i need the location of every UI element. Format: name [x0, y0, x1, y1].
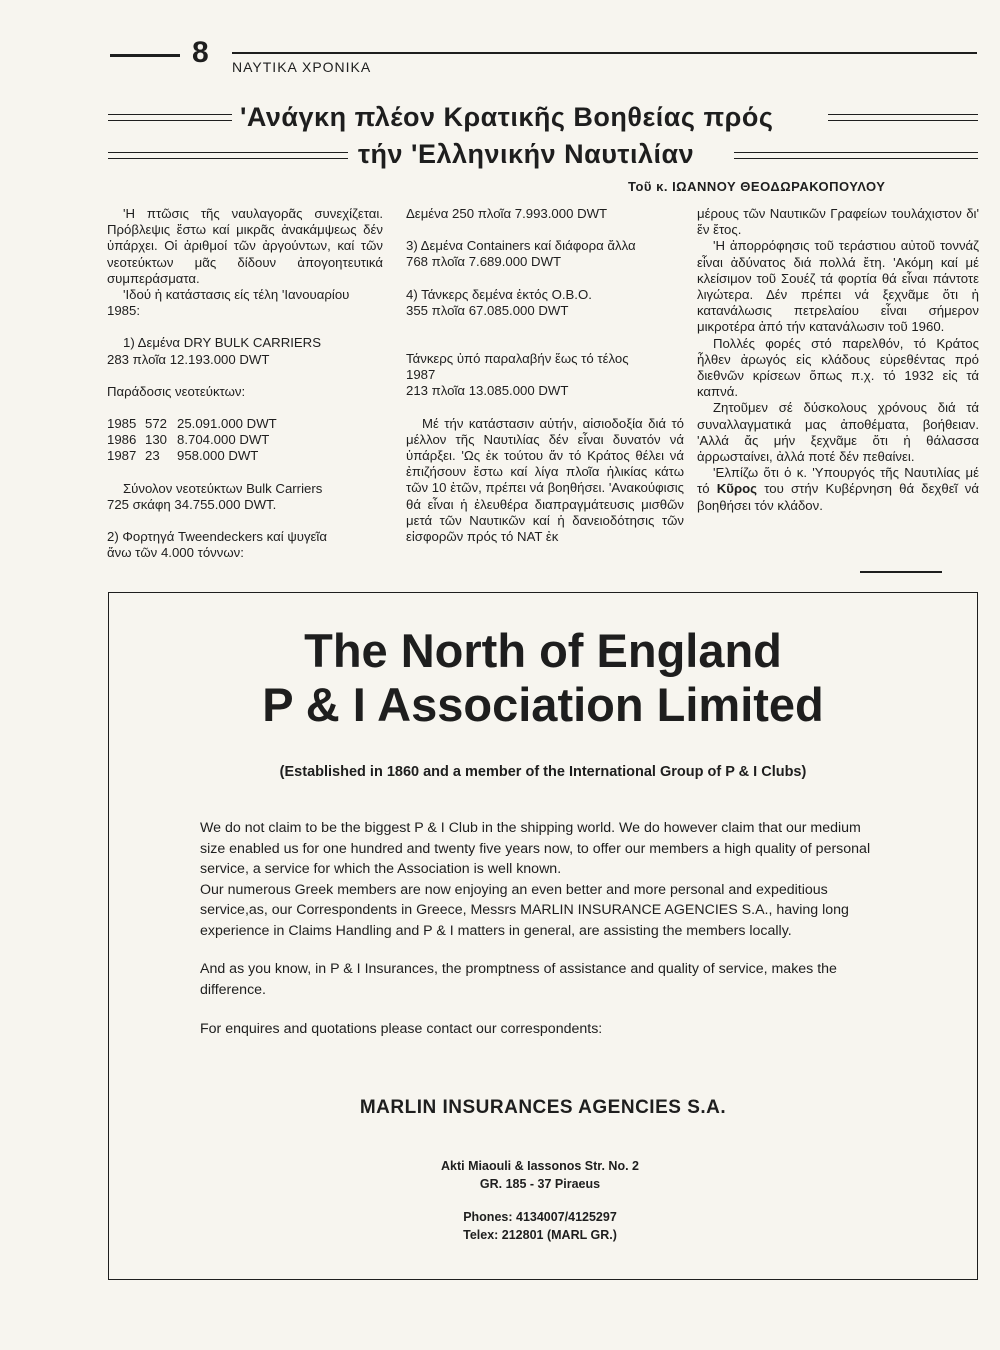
list-item-value: Δεμένα 250 πλοῖα 7.993.000 DWT: [406, 206, 608, 221]
deliveries-title: Παράδοσις νεοτεύκτων:: [107, 383, 246, 399]
list-item-title: 3) Δεμένα Containers καί διάφορα ἄλλα: [406, 238, 636, 254]
paragraph: 'Ιδού ἡ κατάστασις είς τέλη 'Ιανουαρίου 1985:: [107, 287, 350, 319]
paragraph: Ζητοῦμεν σέ δύσκολους χρόνους διά τά συναλλαγματικά μας ἀποθέματα, βοήθειαν. 'Αλλά ἄς μήν ξεχνᾶμε ὅτι ἡ θάλασσα ἀρρωσταίνει, ἀλλά ποτέ δέν πεθαίνει.: [697, 400, 979, 465]
ad-title-line2: P & I Association Limited: [262, 678, 824, 731]
list-item-title: 1987: [406, 367, 436, 383]
magazine-title: ΝΑΥΤΙΚΑ ΧΡΟΝΙΚΑ: [232, 59, 372, 75]
total-line: 725 σκάφη 34.755.000 DWT.: [107, 496, 277, 512]
article-title-line1: 'Ανάγκη πλέον Κρατικῆς Βοηθείας πρός: [240, 102, 774, 132]
title-rule: [108, 152, 348, 159]
header-rule-left: [110, 54, 180, 57]
list-item-title: Τάνκερς ὑπό παραλαβήν ἕως τό τέλος: [406, 351, 629, 367]
article-column-2: [406, 206, 684, 545]
list-item-value: 355 πλοῖα 67.085.000 DWT: [406, 302, 569, 318]
agency-contact: [300, 1208, 780, 1244]
paragraph: For enquires and quotations please contact our correspondents:: [200, 1021, 603, 1037]
paragraph: We do not claim to be the biggest P & I Club in the shipping world. We do however claim that our medium size enabled us for one hundred and twenty five years now, to offer our members a high quality of personal service, a service for which the Association is well known.: [200, 820, 871, 877]
table-row: 1987 23 958.000 DWT: [107, 448, 259, 464]
header-rule-right: [232, 52, 977, 54]
paragraph: And as you know, in P & I Insurances, the promptness of assistance and quality of service, makes the difference.: [200, 961, 837, 998]
list-item-value: ἄνω τῶν 4.000 τόννων:: [107, 545, 244, 561]
article-end-rule: [860, 571, 942, 573]
list-item-value: 768 πλοῖα 7.689.000 DWT: [406, 254, 562, 270]
title-rule: [108, 114, 232, 121]
list-item-value: 213 πλοῖα 13.085.000 DWT: [406, 383, 569, 399]
title-rule: [828, 114, 978, 121]
ad-body: [200, 1019, 890, 1040]
ad-established-note: (Established in 1860 and a member of the International Group of P & I Clubs): [279, 764, 807, 780]
list-item-value: 283 πλοῖα 12.193.000 DWT: [107, 351, 270, 367]
article-column-1: [107, 206, 383, 561]
phones: Phones: 4134007/4125297: [463, 1210, 617, 1224]
page-number: 8: [192, 36, 209, 69]
paragraph: Μέ τήν κατάστασιν αὐτήν, αἰσιοδοξία διά τό μέλλον τῆς Ναυτιλίας δέν εἶναι δυνατόν νά ὑπάρξει. 'Ως ἐκ τούτου ἄν τό Κράτος θέλει νά ἐπιζήσουν ἔστω καί λίγα πλοῖα ἡλικίας κάτω τῶν 10 ἐτῶν, πρέπει νά βοηθήσει. 'Ανακούφισις θά εἶναι ἡ ἐλευθέρα διαπραγμάτευσις μισθῶν μετά τῶν Ναυτικῶν καί ἡ δανειοδότησις τῶν εἰσφορῶν πρός τό ΝΑΤ ἐκ: [406, 415, 684, 545]
article-author: Τοῦ κ. ΙΩΑΝΝΟΥ ΘΕΟΔΩΡΑΚΟΠΟΥΛΟΥ: [628, 179, 886, 194]
agency-name: MARLIN INSURANCES AGENCIES S.A.: [359, 1097, 727, 1118]
article-title-line2: τήν 'Ελληνικήν Ναυτιλίαν: [358, 139, 695, 169]
agency-address: Akti Miaouli & Iassonos Str. No. 2 GR. 185 - 37 Piraeus: [441, 1159, 639, 1191]
paragraph: Πολλές φορές στό παρελθόν, τό Κράτος ἦλθεν ἀρωγός εἰς κλάδους εὑρεθέντας πρό διεθνῶν κρίσεων ὅπως π.χ. τό 1932 εἰς τά καπνά.: [697, 335, 979, 400]
paragraph: μέρους τῶν Ναυτικῶν Γραφείων τουλάχιστον δι' ἕν ἔτος.: [697, 206, 979, 238]
ad-title-line1: The North of England: [304, 624, 782, 677]
title-rule: [734, 152, 978, 159]
list-item-title: 2) Φορτηγά Tweendeckers καί ψυγεῖα: [107, 529, 327, 545]
paragraph: 'Ελπίζω ὅτι ὁ κ. 'Υπουργός τῆς Ναυτιλίας μέ τό Κῦρος του στήν Κυβέρνηση θά δεχθεῖ νά βοηθήσει τόν κλάδον.: [697, 465, 979, 513]
telex: Telex: 212801 (MARL GR.): [463, 1228, 617, 1242]
emphasis: Κῦρος: [716, 481, 758, 497]
paragraph: 'Η ἀπορρόφησις τοῦ τεράστιου αὐτοῦ τοννάζ εἶναι ἀδύνατος διά πολλά ἔτη. 'Ακόμη καί μέ κλείσιμον τοῦ Σουέζ τά φορτία θά εἶναι πάντοτε λιγώτερα. Δέν πρέπει νά ξεχνᾶμε ὅτι ἡ κατανάλωσις πετρελαίου εἶναι σήμερον μικροτέρα ἀπό τήν κατανάλωσιν τοῦ 1960.: [697, 238, 979, 335]
ad-body: [200, 818, 890, 941]
table-row: 1985 572 25.091.000 DWT: [107, 416, 277, 432]
paragraph: Our numerous Greek members are now enjoying an even better and more personal and expeditious service,as, our Correspondents in Greece, Messrs MARLIN INSURANCE AGENCIES S.A., having long experience in Claims Handling and P & I matters in general, are assisting the members locally.: [200, 881, 849, 939]
total-line: Σύνολον νεοτεύκτων Bulk Carriers: [123, 480, 323, 496]
paragraph: 'Η πτῶσις τῆς ναυλαγορᾶς συνεχίζεται. Πρόβλεψις ἔστω καί μικρᾶς ἀνακάμψεως δέν ὑπάρχει. Οἱ ἀριθμοί τῶν ἀργούντων, καί τῶν νεοτεύκτων μᾶς δίδουν ἀπογοητευτικά συμπεράσματα.: [107, 206, 383, 286]
list-item-title: 4) Τάνκερς δεμένα ἐκτός Ο.Β.Ο.: [406, 286, 592, 302]
ad-body: [200, 959, 890, 1000]
list-item-title: 1) Δεμένα DRY BULK CARRIERS: [123, 335, 321, 351]
table-row: 1986 130 8.704.000 DWT: [107, 432, 270, 448]
article-column-3: [697, 206, 979, 514]
